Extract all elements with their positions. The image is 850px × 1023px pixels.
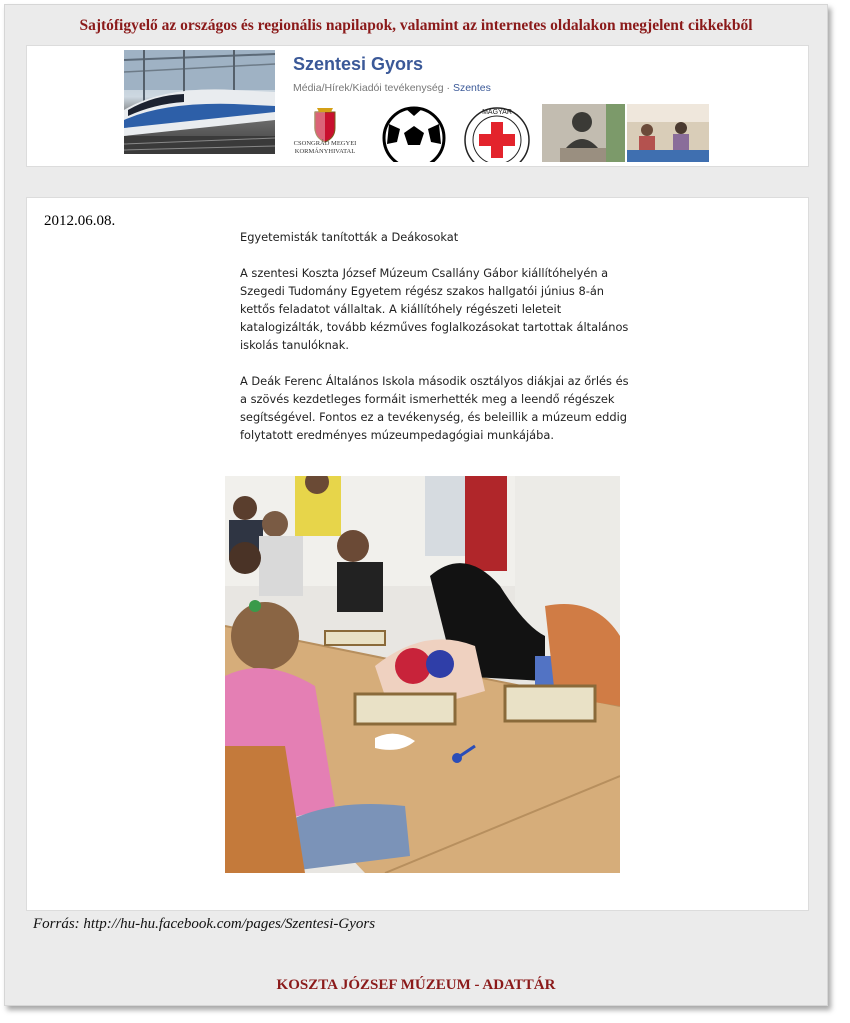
statue-icon: [542, 104, 626, 162]
football-icon: [375, 104, 453, 162]
thumb-football[interactable]: [375, 104, 453, 162]
facebook-page-category: [293, 82, 491, 94]
logo-line1: CSONGRÁD MEGYEI: [293, 140, 357, 147]
thumb-red-cross[interactable]: [454, 104, 540, 162]
article-box: [26, 197, 809, 911]
facebook-page-header: [26, 45, 809, 167]
photo-strip: [277, 104, 709, 162]
location-link[interactable]: Szentes: [452, 82, 491, 94]
article-paragraph-1: A szentesi Koszta József Múzeum Csallány Gábor kiállítóhelyén a Szegedi Tudomány Egyetem régész szakos hallgatói június 8-án kettős feladatot vállaltak. A kiállítóhely régészeti leleteit katalogizálták, tovább kézműves foglalkozásokat tartottak általános iskolás tanulóknak.: [240, 266, 629, 352]
category-separator: ·: [446, 82, 451, 94]
thumb-government-logo[interactable]: [277, 104, 373, 162]
article-body: [240, 228, 630, 462]
logo-line2: KORMÁNYHIVATAL: [294, 148, 356, 155]
article-paragraph-2: A Deák Ferenc Általános Iskola második osztályos diákjai az őrlés és a szövés kezdetleges formáit ismerhették meg a leendő régészek segítségével. Fontos ez a tevékenység, és beleillik a múzeum eddig folytatott eredményes múzeumpedagógiai munkájába.: [240, 374, 629, 442]
workshop-photo: [225, 476, 620, 873]
facebook-page-name[interactable]: Szentesi Gyors: [293, 54, 424, 74]
thumb-classroom[interactable]: [627, 104, 709, 162]
article-photo: [225, 476, 620, 873]
article-date: 2012.06.08.: [44, 213, 116, 229]
footer-archive-label: KOSZTA JÓZSEF MÚZEUM - ADATTÁR: [276, 977, 556, 993]
document-sheet: [4, 4, 828, 1006]
red-cross-icon: [454, 104, 540, 162]
government-logo-text: [291, 140, 359, 156]
article-title: Egyetemisták tanították a Deákosokat: [240, 230, 459, 244]
thumb-statue[interactable]: [542, 104, 626, 162]
classroom-icon: [627, 104, 709, 162]
category-text: Média/Hírek/Kiadói tevékenység: [293, 82, 444, 94]
source-attribution: Forrás: http://hu-hu.facebook.com/pages/Szentesi-Gyors: [33, 916, 376, 932]
page-title: Sajtófigyelő az országos és regionális napilapok, valamint az internetes oldalakon megjelent cikkekből: [79, 17, 753, 34]
cover-photo-train: [124, 50, 275, 154]
train-illustration: [124, 50, 275, 154]
red-cross-caption: MAGYAR: [482, 109, 513, 116]
